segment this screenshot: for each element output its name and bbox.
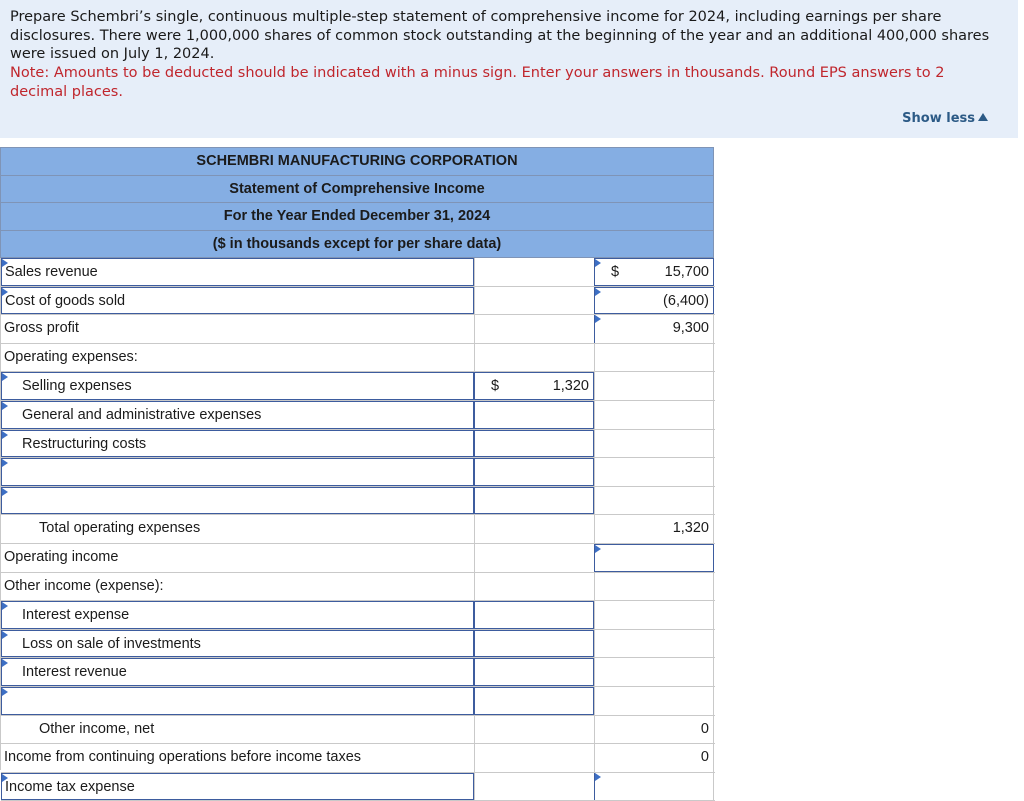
amount-cell — [474, 515, 594, 543]
account-select[interactable] — [1, 430, 474, 458]
table-row — [1, 573, 715, 602]
total-value: 0 — [700, 749, 709, 766]
account-select[interactable] — [1, 687, 474, 715]
total-input[interactable] — [594, 258, 714, 286]
amount-input[interactable] — [474, 687, 594, 715]
table-row — [1, 315, 715, 344]
show-less-button[interactable] — [902, 111, 988, 126]
statement-header — [0, 147, 714, 258]
amount-cell — [474, 744, 594, 772]
row-label: General and administrative expenses — [22, 406, 262, 423]
currency-symbol: $ — [611, 264, 620, 280]
table-row — [1, 716, 715, 745]
input-flag-icon — [2, 659, 8, 667]
table-row — [1, 658, 715, 687]
input-flag-icon — [595, 259, 601, 267]
amount-cell — [474, 287, 594, 315]
account-label-cell — [1, 544, 474, 572]
row-label: Selling expenses — [22, 378, 132, 395]
currency-symbol: $ — [491, 378, 500, 395]
row-label: Income tax expense — [5, 778, 135, 795]
total-value: 0 — [700, 720, 709, 737]
amount-cell — [474, 716, 594, 744]
table-row — [1, 630, 715, 659]
account-label-cell — [1, 744, 474, 772]
table-row — [1, 487, 715, 516]
input-flag-icon — [595, 288, 601, 296]
total-cell — [594, 372, 714, 400]
instructions-panel — [0, 0, 1018, 138]
input-flag-icon — [2, 631, 8, 639]
account-select[interactable] — [1, 372, 474, 400]
account-label-cell — [1, 573, 474, 601]
input-flag-icon — [2, 431, 8, 439]
table-row — [1, 372, 715, 401]
amount-cell — [474, 344, 594, 372]
total-value: 15,700 — [664, 264, 709, 280]
account-select[interactable] — [1, 401, 474, 429]
row-label: Income from continuing operations before income taxes — [4, 749, 362, 766]
total-input[interactable] — [594, 544, 714, 572]
total-cell — [594, 601, 714, 629]
account-select[interactable] — [1, 601, 474, 629]
account-select[interactable] — [1, 658, 474, 686]
input-flag-icon — [2, 402, 8, 410]
account-select[interactable] — [1, 458, 474, 486]
income-statement-table — [0, 258, 715, 795]
table-row — [1, 430, 715, 459]
table-row — [1, 287, 715, 316]
row-label: Other income, net — [39, 720, 155, 737]
instructions-text: Prepare Schembri’s single, continuous multiple-step statement of comprehensive income for 2024, including earnings per share disclosures. There were 1,000,000 shares of common stock outstanding at the beginning of the year and an additional 400,000 shares were issued on July 1, 2024. — [10, 9, 990, 62]
account-label-cell — [1, 315, 474, 343]
total-input[interactable] — [594, 315, 714, 343]
row-label: Other income (expense): — [4, 577, 164, 594]
amount-input[interactable] — [474, 658, 594, 686]
statement-units: ($ in thousands except for per share data) — [1, 231, 713, 259]
row-label: Loss on sale of investments — [22, 635, 201, 652]
total-input[interactable] — [594, 287, 714, 315]
account-select[interactable] — [1, 487, 474, 515]
input-flag-icon — [595, 315, 601, 323]
total-cell — [594, 515, 714, 543]
amount-cell — [474, 573, 594, 601]
row-label: Sales revenue — [5, 264, 98, 280]
input-flag-icon — [595, 545, 601, 553]
total-cell — [594, 458, 714, 486]
amount-cell — [474, 258, 594, 286]
total-cell — [594, 716, 714, 744]
amount-input[interactable] — [474, 487, 594, 515]
account-select[interactable] — [1, 630, 474, 658]
total-cell — [594, 744, 714, 772]
total-value: 1,320 — [672, 520, 709, 537]
table-row — [1, 687, 715, 716]
amount-cell — [474, 773, 594, 801]
total-cell — [594, 630, 714, 658]
statement-period: For the Year Ended December 31, 2024 — [1, 203, 713, 231]
show-less-label: Show less — [902, 111, 975, 126]
account-select[interactable] — [1, 258, 474, 286]
row-label: Cost of goods sold — [5, 292, 126, 309]
input-flag-icon — [595, 773, 601, 781]
input-flag-icon — [2, 688, 8, 696]
total-value: (6,400) — [663, 292, 709, 309]
input-flag-icon — [2, 373, 8, 381]
account-label-cell — [1, 716, 474, 744]
table-row — [1, 458, 715, 487]
table-row — [1, 744, 715, 773]
total-cell — [594, 658, 714, 686]
input-flag-icon — [2, 488, 8, 496]
table-row — [1, 344, 715, 373]
row-label: Gross profit — [4, 320, 79, 337]
amount-cell — [474, 544, 594, 572]
company-name: SCHEMBRI MANUFACTURING CORPORATION — [1, 148, 713, 176]
table-row — [1, 544, 715, 573]
total-cell — [594, 344, 714, 372]
amount-input[interactable] — [474, 401, 594, 429]
amount-input[interactable] — [474, 458, 594, 486]
triangle-up-icon — [978, 113, 988, 121]
table-row — [1, 601, 715, 630]
amount-cell — [474, 315, 594, 343]
table-row — [1, 773, 715, 801]
table-row — [1, 258, 715, 287]
total-cell — [594, 573, 714, 601]
total-cell — [594, 430, 714, 458]
account-select[interactable] — [1, 287, 474, 315]
amount-input[interactable] — [474, 601, 594, 629]
account-label-cell — [1, 344, 474, 372]
total-input[interactable] — [594, 773, 714, 801]
row-label: Operating expenses: — [4, 348, 138, 365]
row-label: Total operating expenses — [39, 520, 201, 537]
total-value: 9,300 — [672, 320, 709, 337]
row-label: Interest revenue — [22, 664, 127, 681]
input-flag-icon — [2, 459, 8, 467]
account-select[interactable] — [1, 773, 474, 801]
total-cell — [594, 487, 714, 515]
amount-input[interactable] — [474, 372, 594, 400]
amount-input[interactable] — [474, 430, 594, 458]
row-label: Restructuring costs — [22, 435, 147, 452]
input-flag-icon — [2, 602, 8, 610]
total-cell — [594, 687, 714, 715]
amount-input[interactable] — [474, 630, 594, 658]
row-label: Interest expense — [22, 607, 130, 624]
total-cell — [594, 401, 714, 429]
account-label-cell — [1, 515, 474, 543]
table-row — [1, 515, 715, 544]
instructions-note: Note: Amounts to be deducted should be indicated with a minus sign. Enter your answers in thousands. Round EPS answers to 2 decimal places. — [10, 65, 945, 100]
row-label: Operating income — [4, 548, 119, 565]
table-row — [1, 401, 715, 430]
statement-title: Statement of Comprehensive Income — [1, 176, 713, 204]
amount-value: 1,320 — [552, 378, 589, 395]
